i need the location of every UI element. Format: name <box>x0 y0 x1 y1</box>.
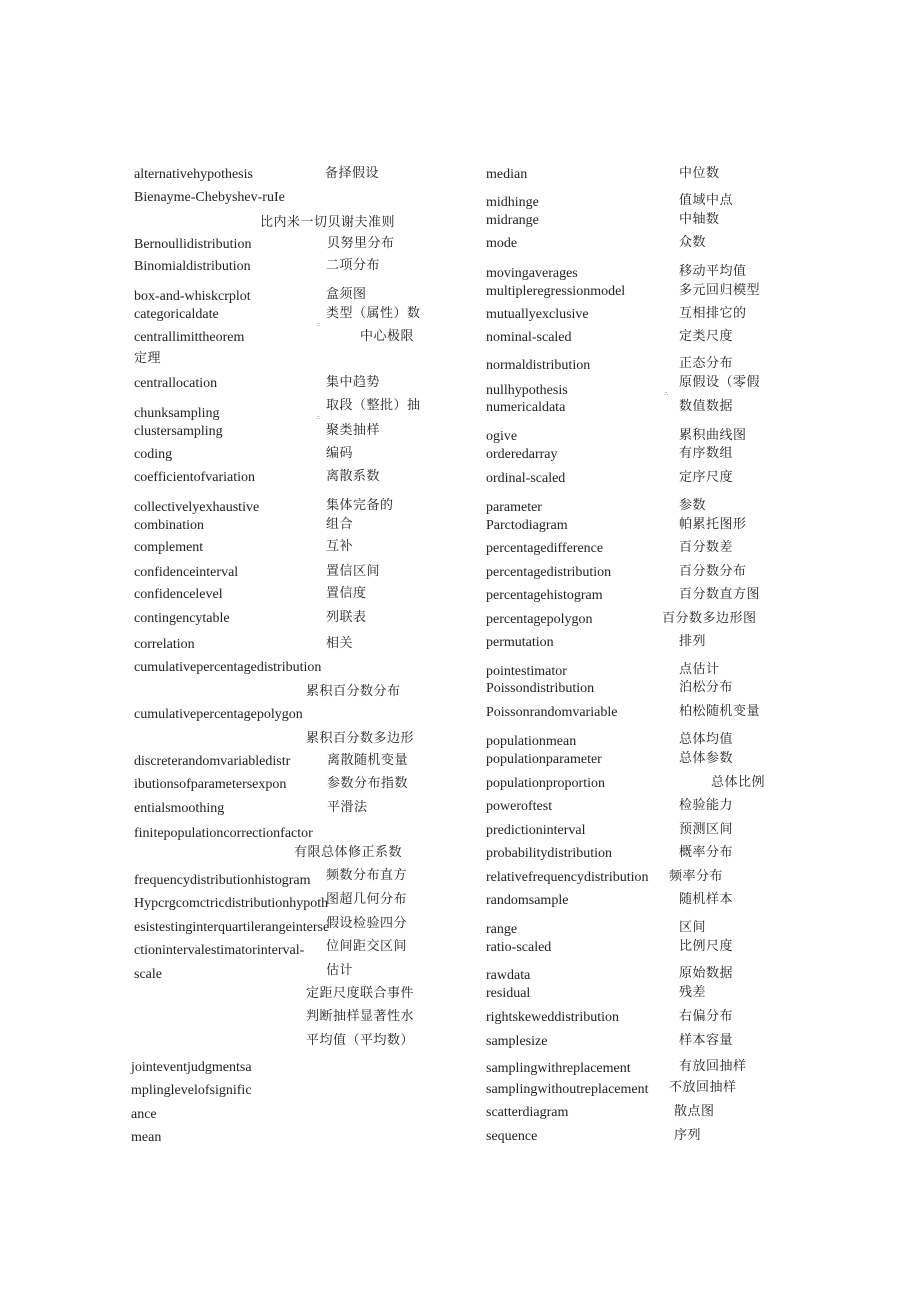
term-en: combination <box>134 518 204 533</box>
term-zh: 频率分布 <box>669 869 724 884</box>
term-en: scale <box>134 967 162 982</box>
term-en: centrallimittheorem <box>134 330 245 345</box>
term-en: esistestinginterquartilerangeinterse <box>134 920 330 935</box>
term-zh: 残差 <box>679 985 707 1000</box>
term-en: ordinal-scaled <box>486 471 566 486</box>
scan-mark: ·̂· <box>316 322 321 330</box>
term-en: rawdata <box>486 968 531 983</box>
term-en: chunksampling <box>134 406 220 421</box>
term-zh: 编码 <box>326 446 354 461</box>
term-en: predictioninterval <box>486 823 586 838</box>
term-zh: 集中趋势 <box>326 375 381 390</box>
term-en: Bienayme-Chebyshev-ruIe <box>134 190 285 205</box>
term-en: normaldistribution <box>486 358 591 373</box>
term-en: Parctodiagram <box>486 518 568 533</box>
term-zh: 相关 <box>326 636 354 651</box>
term-en: sequence <box>486 1129 538 1144</box>
term-zh: 多元回归模型 <box>679 283 761 298</box>
term-zh: 定序尺度 <box>679 470 734 485</box>
term-en: scatterdiagram <box>486 1105 569 1120</box>
term-en: nominal-scaled <box>486 330 572 345</box>
term-en: cumulativepercentagepolygon <box>134 707 303 722</box>
term-en: populationmean <box>486 734 577 749</box>
term-en: centrallocation <box>134 376 218 391</box>
term-zh: 总体参数 <box>679 751 734 766</box>
term-zh: 百分数多边形图 <box>662 611 757 626</box>
term-en: coefficientofvariation <box>134 470 256 485</box>
term-zh: 随机样本 <box>679 892 734 907</box>
term-zh: 不放回抽样 <box>669 1080 737 1095</box>
term-zh: 帕累托图形 <box>679 517 747 532</box>
term-en: midhinge <box>486 195 539 210</box>
term-zh: 区间 <box>679 920 707 935</box>
term-zh: 样本容量 <box>679 1033 734 1048</box>
term-en: clustersampling <box>134 424 223 439</box>
term-en: nullhypothesis <box>486 383 568 398</box>
term-zh: 二项分布 <box>326 258 381 273</box>
term-en: mode <box>486 236 518 251</box>
term-zh: 总体比例 <box>711 775 766 790</box>
term-zh: 中位数 <box>679 166 720 181</box>
term-en: jointeventjudgmentsa <box>131 1060 252 1075</box>
term-en: median <box>486 167 528 182</box>
term-en: collectivelyexhaustive <box>134 500 260 515</box>
term-en: orderedarray <box>486 447 558 462</box>
term-en: parameter <box>486 500 542 515</box>
term-en: Bernoullidistribution <box>134 237 252 252</box>
term-zh: 位间距交区间 <box>326 939 408 954</box>
term-zh: 总体均值 <box>679 732 734 747</box>
term-en: entialsmoothing <box>134 801 225 816</box>
term-en: poweroftest <box>486 799 553 814</box>
term-en: confidenceinterval <box>134 565 239 580</box>
term-zh: 聚类抽样 <box>326 423 381 438</box>
term-en: percentagedistribution <box>486 565 612 580</box>
term-zh: 概率分布 <box>679 845 734 860</box>
term-zh: 百分数差 <box>679 540 734 555</box>
term-zh: 原始数据 <box>679 966 734 981</box>
term-en: complement <box>134 540 204 555</box>
term-zh: 累积百分数多边形 <box>306 731 415 746</box>
term-zh: 序列 <box>674 1128 702 1143</box>
term-zh: 检验能力 <box>679 798 734 813</box>
term-en: ratio-scaled <box>486 940 552 955</box>
term-zh: 集体完备的 <box>326 498 394 513</box>
term-zh: 组合 <box>326 517 354 532</box>
term-zh: 参数 <box>679 498 707 513</box>
term-zh: 泊松分布 <box>679 680 734 695</box>
term-en: samplingwithoutreplacement <box>486 1082 649 1097</box>
term-en: ogive <box>486 429 518 444</box>
term-en: range <box>486 922 518 937</box>
term-zh: 有限总体修正系数 <box>294 845 403 860</box>
term-zh: 有放回抽样 <box>679 1059 747 1074</box>
term-zh: 互相排它的 <box>679 306 747 321</box>
term-en: relativefrequencydistribution <box>486 870 649 885</box>
term-en: randomsample <box>486 893 569 908</box>
term-zh: 散点图 <box>674 1104 715 1119</box>
term-zh: 离散随机变量 <box>327 753 409 768</box>
term-zh: 参数分布指数 <box>327 776 409 791</box>
term-en: permutation <box>486 635 554 650</box>
term-en: Hypcrgcomctricdistributionhypoth <box>134 896 329 911</box>
term-en: percentagehistogram <box>486 588 603 603</box>
term-en: mean <box>131 1130 162 1145</box>
term-en: frequencydistributionhistogram <box>134 873 311 888</box>
term-en: correlation <box>134 637 195 652</box>
term-en: percentagepolygon <box>486 612 593 627</box>
term-zh: 类型（属性）数 <box>326 306 421 321</box>
term-en: discreterandomvariabledistr <box>134 754 291 769</box>
term-zh: 柏松随机变量 <box>679 704 761 719</box>
term-en: categoricaldate <box>134 307 219 322</box>
scan-mark: ·̂· <box>664 391 669 399</box>
term-en: confidencelevel <box>134 587 223 602</box>
term-en: samplesize <box>486 1034 548 1049</box>
term-zh: 贝努里分布 <box>327 236 395 251</box>
term-zh: 预测区间 <box>679 822 734 837</box>
term-en: samplingwithreplacement <box>486 1061 631 1076</box>
term-zh: 频数分布直方 <box>326 868 408 883</box>
term-en: ibutionsofparametersexpon <box>134 777 287 792</box>
term-zh: 置信度 <box>326 586 367 601</box>
term-en: rightskeweddistribution <box>486 1010 619 1025</box>
term-en: mplinglevelofsignific <box>131 1083 252 1098</box>
term-zh: 众数 <box>679 235 707 250</box>
term-zh: 互补 <box>326 539 354 554</box>
term-zh: 有序数组 <box>679 446 734 461</box>
term-zh: 数值数据 <box>679 399 734 414</box>
term-zh: 平滑法 <box>327 800 368 815</box>
term-zh: 正态分布 <box>679 356 734 371</box>
term-zh: 中心极限 <box>360 329 415 344</box>
term-en: contingencytable <box>134 611 230 626</box>
term-en: movingaverages <box>486 266 578 281</box>
term-zh: 中轴数 <box>679 212 720 227</box>
term-en: 定理 <box>134 351 162 366</box>
term-zh: 取段（整批）抽 <box>326 398 421 413</box>
term-en: populationproportion <box>486 776 605 791</box>
term-zh: 值域中点 <box>679 193 734 208</box>
term-en: box-and-whiskcrplot <box>134 289 251 304</box>
term-zh: 右偏分布 <box>679 1009 734 1024</box>
term-zh: 判断抽样显著性水 <box>306 1009 415 1024</box>
term-zh: 排列 <box>679 634 707 649</box>
term-zh: 百分数直方图 <box>679 587 761 602</box>
term-en: Poissonrandomvariable <box>486 705 618 720</box>
term-zh: 移动平均值 <box>679 264 747 279</box>
term-zh: 盒须图 <box>326 287 367 302</box>
term-zh: 比内米一切贝谢夫准则 <box>260 215 396 230</box>
scan-mark: ·̂· <box>316 415 321 423</box>
term-zh: 置信区间 <box>326 564 381 579</box>
term-zh: 图超几何分布 <box>326 892 408 907</box>
term-en: Poissondistribution <box>486 681 595 696</box>
term-zh: 累积百分数分布 <box>306 684 401 699</box>
term-en: finitepopulationcorrectionfactor <box>134 826 313 841</box>
term-zh: 百分数分布 <box>679 564 747 579</box>
term-en: probabilitydistribution <box>486 846 612 861</box>
term-en: numericaldata <box>486 400 566 415</box>
term-en: cumulativepercentagedistribution <box>134 660 322 675</box>
term-en: alternativehypothesis <box>134 167 253 182</box>
term-en: coding <box>134 447 173 462</box>
term-en: populationparameter <box>486 752 602 767</box>
term-en: residual <box>486 986 531 1001</box>
term-zh: 原假设（零假 <box>679 375 761 390</box>
term-en: mutuallyexclusive <box>486 307 589 322</box>
term-zh: 比例尺度 <box>679 939 734 954</box>
term-zh: 估计 <box>326 963 354 978</box>
term-zh: 定距尺度联合事件 <box>306 986 415 1001</box>
term-en: midrange <box>486 213 539 228</box>
term-en: Binomialdistribution <box>134 259 251 274</box>
term-zh: 备择假设 <box>325 166 380 181</box>
term-en: ctionintervalestimatorinterval- <box>134 943 305 958</box>
term-zh: 假设检验四分 <box>326 916 408 931</box>
term-zh: 定类尺度 <box>679 329 734 344</box>
term-zh: 点估计 <box>679 662 720 677</box>
term-en: pointestimator <box>486 664 567 679</box>
term-en: ance <box>131 1107 157 1122</box>
term-en: multipleregressionmodel <box>486 284 626 299</box>
term-en: percentagedifference <box>486 541 604 556</box>
term-zh: 累积曲线图 <box>679 428 747 443</box>
term-zh: 离散系数 <box>326 469 381 484</box>
term-zh: 列联表 <box>326 610 367 625</box>
term-zh: 平均值（平均数） <box>306 1033 415 1048</box>
